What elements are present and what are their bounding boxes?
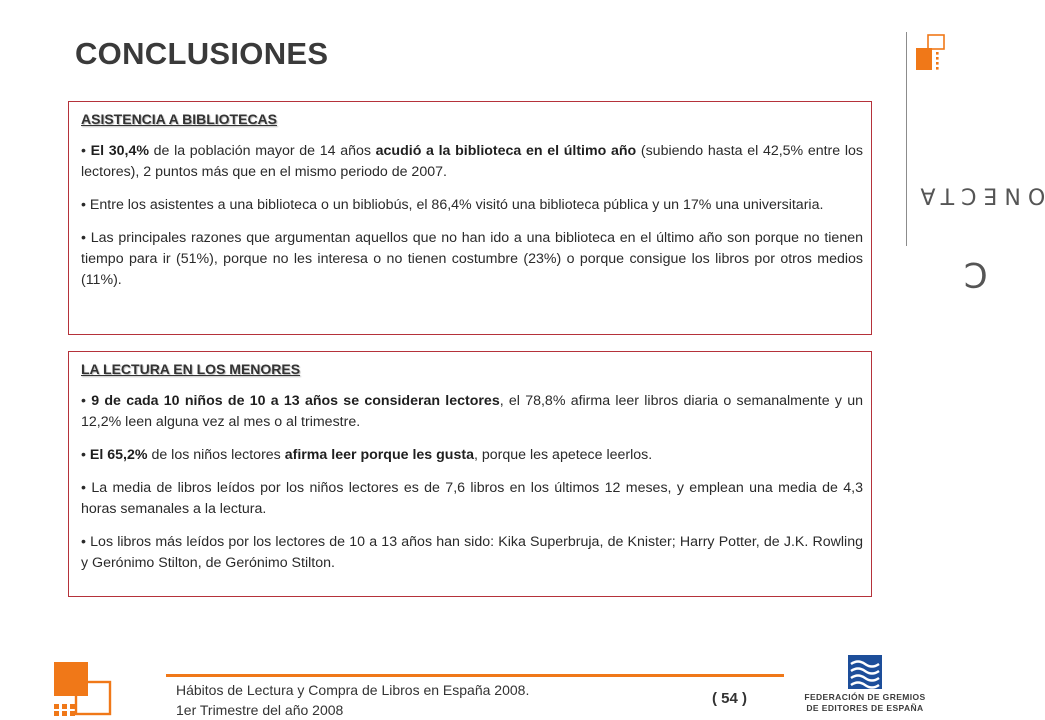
federation-logo-icon <box>848 655 882 689</box>
brand-initial: C <box>962 253 988 294</box>
brand-wordmark <box>913 80 1045 294</box>
bullet-item: • La media de libros leídos por los niños lectores es de 7,6 libros en los últimos 12 meses, y emplean una media de 4,3 horas semanales a la lectura. <box>81 480 863 517</box>
section-heading: LA LECTURA EN LOS MENORES <box>81 361 301 377</box>
footer-line: 1er Trimestre del año 2008 <box>176 702 344 718</box>
page-title: CONCLUSIONES <box>75 36 329 71</box>
bullet-item: • Los libros más leídos por los lectores de 10 a 13 años han sido: Kika Superbruja, de Knister; Harry Potter, de J.K. Rowling y Gerónimo Stilton, de Gerónimo Stilton. <box>81 534 863 571</box>
brand-rest: ONECTA <box>913 182 1045 208</box>
bullet-bold: El 65,2% <box>89 447 148 463</box>
bullet-text: de la población mayor de 14 años <box>148 143 376 159</box>
bullet-item: • 9 de cada 10 niños de 10 a 13 años se consideran lectores, el 78,8% afirma leer libros diaria o semanalmente y un 12,2% leen alguna vez al mes o al trimestre. <box>81 393 863 430</box>
bullet-bold: El 30,4% <box>90 143 149 159</box>
bullet-bold: 9 de cada 10 niños de 10 a 13 años se consideran lectores <box>91 393 500 409</box>
federation-line: FEDERACIÓN DE GREMIOS <box>804 692 926 702</box>
bullet-text: Los libros más leídos por los lectores de 10 a 13 años han sido: Kika Superbruja, de Knister; Harry Potter, de J.K. Rowling y Gerónimo Stilton, de Gerónimo Stilton. <box>81 534 863 571</box>
section-heading: ASISTENCIA A BIBLIOTECAS <box>81 111 278 127</box>
bullet-item: • Entre los asistentes a una biblioteca o un bibliobús, el 86,4% visitó una biblioteca pública y un 17% una universitaria. <box>81 197 824 213</box>
page-number: ( 54 ) <box>712 690 748 707</box>
bullet-item: • Las principales razones que argumentan aquellos que no han ido a una biblioteca en el último año son porque no tienen tiempo para ir (51%), porque no les interesa o no tienen costumbre (23%) o porque consigue los libros por otros medios (11%). <box>81 230 863 288</box>
footer-squares-icon <box>52 660 114 718</box>
section-libraries <box>68 101 872 335</box>
bullet-text: Las principales razones que argumentan aquellos que no han ido a una biblioteca en el último año son porque no tienen tiempo para ir (51%), porque no les interesa o no tienen costumbre (23%) o porque consigue los libros por otros medios (11%). <box>81 230 863 288</box>
federation-line: DE EDITORES DE ESPAÑA <box>806 703 924 713</box>
bullet-item: • El 65,2% de los niños lectores afirma leer porque les gusta, porque les apetece leerlos. <box>81 447 653 463</box>
bullet-text: , porque les apetece leerlos. <box>473 447 653 463</box>
bullet-text: (subiendo hasta el 42,5% entre los lectores), 2 puntos más que en el mismo periodo de 2007. <box>81 143 863 180</box>
conecta-squares-icon <box>914 34 952 74</box>
bullet-bold: afirma leer porque les gusta <box>284 447 474 463</box>
bullet-text: de los niños lectores <box>147 447 285 463</box>
bullet-text: Entre los asistentes a una biblioteca o un bibliobús, el 86,4% visitó una biblioteca pública y un 17% una universitaria. <box>89 197 824 213</box>
bullet-item: • El 30,4% de la población mayor de 14 años acudió a la biblioteca en el último año (subiendo hasta el 42,5% entre los lectores), 2 puntos más que en el mismo periodo de 2007. <box>81 143 863 180</box>
bullet-text: , el 78,8% afirma leer libros diaria o semanalmente y un 12,2% leen alguna vez al mes o al trimestre. <box>81 393 863 430</box>
footer-caption <box>176 680 529 720</box>
section-minors <box>68 351 872 597</box>
footer-divider <box>166 674 784 677</box>
footer-line: Hábitos de Lectura y Compra de Libros en España 2008. <box>176 682 530 698</box>
federation-name <box>790 692 940 714</box>
bullet-bold: acudió a la biblioteca en el último año <box>375 143 637 159</box>
bullet-text: La media de libros leídos por los niños lectores es de 7,6 libros en los últimos 12 meses, y emplean una media de 4,3 horas semanales a la lectura. <box>81 480 863 517</box>
